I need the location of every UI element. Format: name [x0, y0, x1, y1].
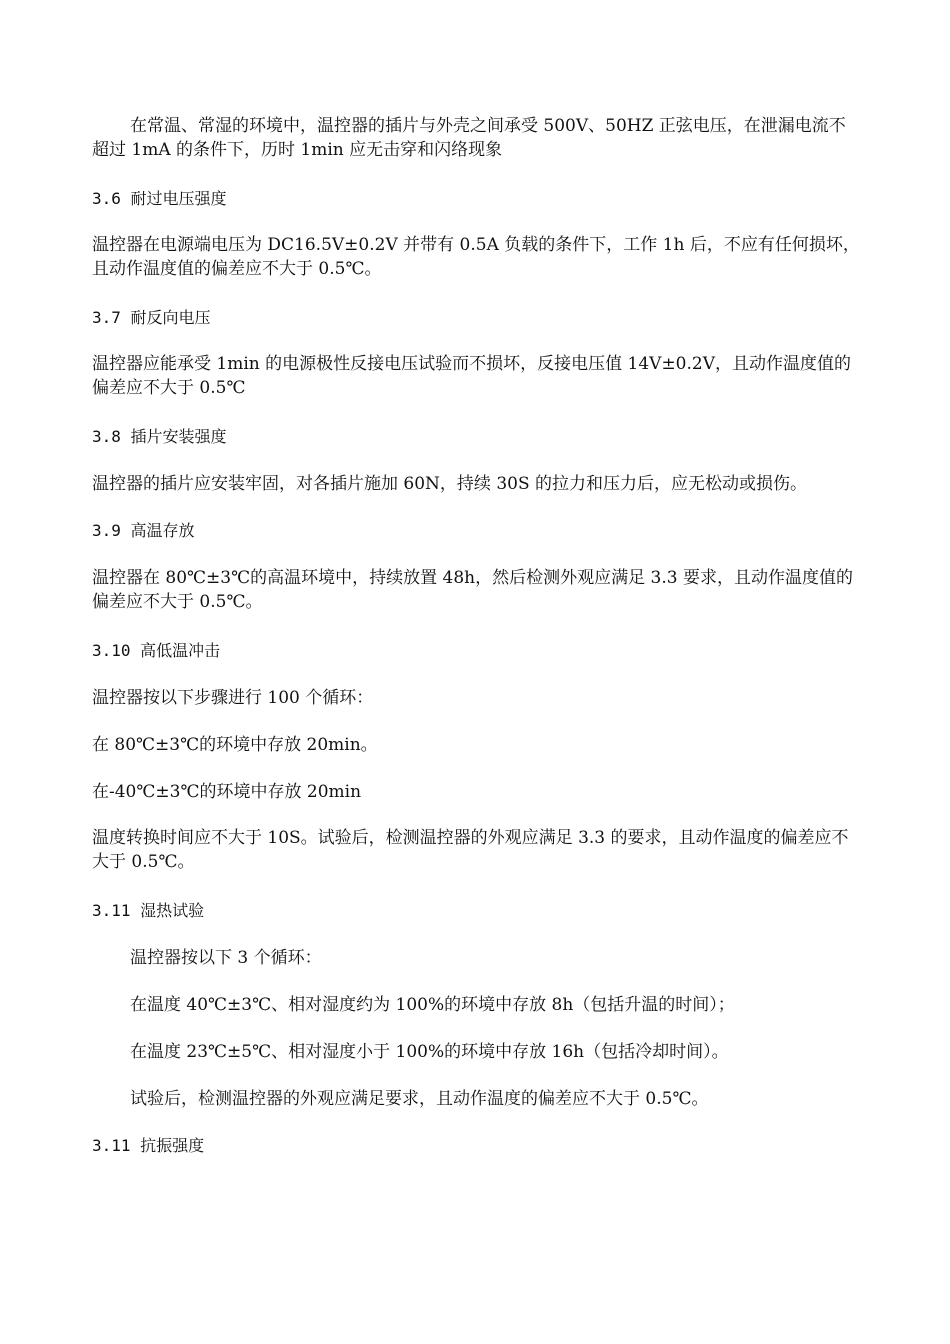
heading-3-11-humidity: 3.11 湿热试验 — [92, 901, 205, 920]
heading-3-9: 3.9 高温存放 — [92, 521, 195, 540]
paragraph-overvoltage: 温控器在电源端电压为 DC16.5V±0.2V 并带有 0.5A 负载的条件下，工作 1h 后，不应有任何损坏，且动作温度值的偏差应不大于 0.5℃。 — [92, 235, 860, 279]
paragraph-thermal-shock-intro: 温控器按以下步骤进行 100 个循环： — [92, 688, 374, 708]
paragraph-humidity-step1: 在温度 40℃±3℃、相对湿度约为 100%的环境中存放 8h（包括升温的时间）； — [130, 995, 735, 1015]
paragraph-dielectric-strength: 在常温、常湿的环境中，温控器的插片与外壳之间承受 500V、50HZ 正弦电压，在泄漏电流不超过 1mA 的条件下，历时 1min 应无击穿和闪络现象 — [92, 116, 846, 160]
heading-3-8: 3.8 插片安装强度 — [92, 427, 227, 446]
paragraph-high-temp-storage: 温控器在 80℃±3℃的高温环境中，持续放置 48h，然后检测外观应满足 3.3 要求，且动作温度值的偏差应不大于 0.5℃。 — [92, 568, 853, 612]
heading-3-10: 3.10 高低温冲击 — [92, 641, 221, 660]
paragraph-humidity-result: 试验后，检测温控器的外观应满足要求，且动作温度的偏差应不大于 0.5℃。 — [130, 1089, 709, 1109]
heading-3-11-vibration: 3.11 抗振强度 — [92, 1136, 205, 1155]
paragraph-reverse-voltage: 温控器应能承受 1min 的电源极性反接电压试验而不损坏，反接电压值 14V±0.2V，且动作温度值的偏差应不大于 0.5℃ — [92, 354, 851, 398]
paragraph-humidity-step2: 在温度 23℃±5℃、相对湿度小于 100%的环境中存放 16h（包括冷却时间）。 — [130, 1042, 729, 1062]
paragraph-thermal-shock-step1: 在 80℃±3℃的环境中存放 20min。 — [92, 735, 378, 755]
heading-3-6: 3.6 耐过电压强度 — [92, 189, 227, 208]
heading-3-7: 3.7 耐反向电压 — [92, 308, 211, 327]
paragraph-thermal-shock-result: 温度转换时间应不大于 10S。试验后，检测温控器的外观应满足 3.3 的要求，且动作温度的偏差应不大于 0.5℃。 — [92, 828, 849, 872]
paragraph-humidity-intro: 温控器按以下 3 个循环： — [130, 948, 322, 968]
paragraph-terminal-strength: 温控器的插片应安装牢固，对各插片施加 60N，持续 30S 的拉力和压力后，应无松动或损伤。 — [92, 474, 807, 494]
paragraph-thermal-shock-step2: 在-40℃±3℃的环境中存放 20min — [92, 782, 362, 802]
